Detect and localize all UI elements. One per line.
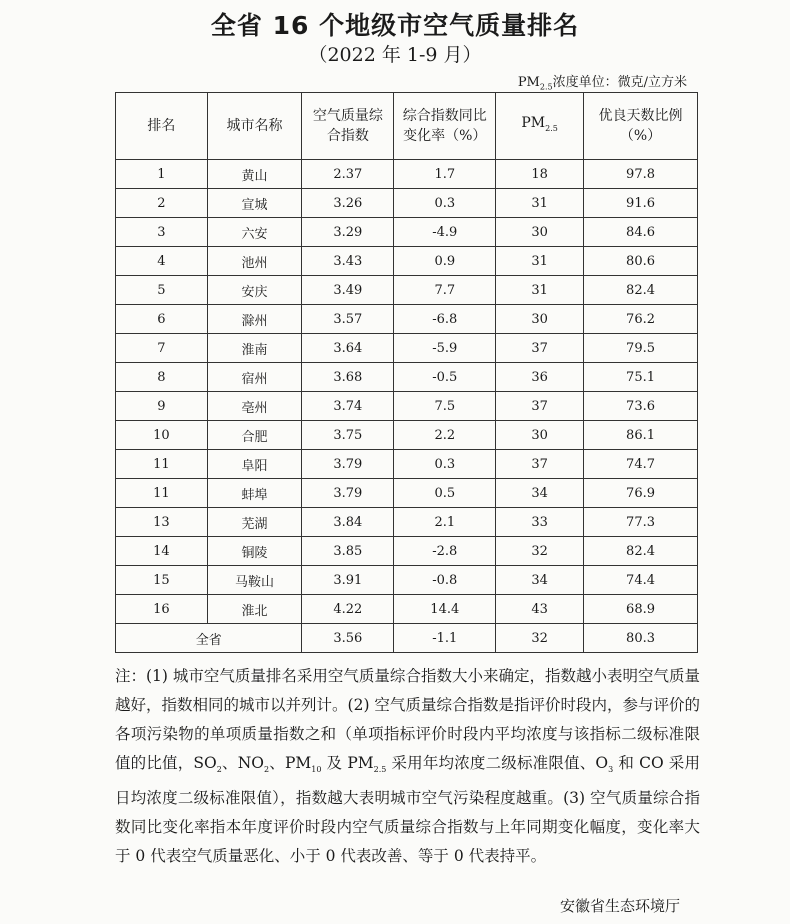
cell-change: -6.8 [394, 305, 496, 334]
cell-city: 宣城 [207, 189, 302, 218]
cell-change: 2.2 [394, 421, 496, 450]
table-row [116, 566, 698, 595]
page-subtitle: （2022 年 1-9 月） [308, 44, 482, 66]
header-pm-text: PM [521, 115, 546, 132]
note-text-1: 注：(1) 城市空气质量排名采用空气质量综合指数大小来确定，指数越小表明空气质量越好，指数相同的城市以并列计。(2) 空气质量综合指数是指评价时段内，参与评价的各项污染物的单项质量指数之和（单项指标评价时段内平均浓度与该指标二级标准限值的比值，SO [115, 667, 700, 772]
header-index-text: 空气质量综合指数 [312, 108, 383, 144]
header-good-days [584, 93, 698, 160]
cell-city: 宿州 [207, 363, 302, 392]
table-row [116, 392, 698, 421]
header-change [394, 93, 496, 160]
table-row [116, 160, 698, 189]
cell-change: -4.9 [394, 218, 496, 247]
header-rank: 排名 [116, 93, 208, 160]
cell-change: -5.9 [394, 334, 496, 363]
cell-pm: 31 [496, 189, 584, 218]
cell-good: 82.4 [584, 276, 698, 305]
cell-change: 0.5 [394, 479, 496, 508]
header-pm25 [496, 93, 584, 160]
table-row [116, 537, 698, 566]
cell-index: 3.91 [302, 566, 394, 595]
table-row [116, 508, 698, 537]
note-sub-no2: 2 [263, 765, 270, 775]
cell-index: 3.43 [302, 247, 394, 276]
signature: 安徽省生态环境厅 [559, 897, 680, 915]
cell-good: 82.4 [584, 537, 698, 566]
cell-pm: 37 [496, 334, 584, 363]
cell-city: 安庆 [207, 276, 302, 305]
cell-pm: 34 [496, 479, 584, 508]
cell-pm: 37 [496, 450, 584, 479]
note-text-2: 采用年均浓度二级标准限值、O [386, 754, 609, 772]
table-row [116, 479, 698, 508]
footnote [115, 662, 700, 871]
cell-index: 3.29 [302, 218, 394, 247]
header-index [302, 93, 394, 160]
cell-change: 14.4 [394, 595, 496, 624]
cell-good: 76.9 [584, 479, 698, 508]
cell-city: 亳州 [207, 392, 302, 421]
cell-good: 73.6 [584, 392, 698, 421]
cell-rank: 5 [116, 276, 208, 305]
unit-suffix: 浓度单位：微克/立方米 [552, 75, 687, 90]
cell-change: 1.7 [394, 160, 496, 189]
header-pm-sub: 2.5 [545, 123, 558, 133]
cell-good: 80.6 [584, 247, 698, 276]
note-sep-1: 、NO [221, 754, 264, 772]
cell-city: 六安 [207, 218, 302, 247]
cell-index: 3.57 [302, 305, 394, 334]
total-label: 全省 [116, 624, 302, 653]
total-good-days: 80.3 [584, 624, 698, 653]
cell-rank: 7 [116, 334, 208, 363]
table-row [116, 450, 698, 479]
cell-city: 蚌埠 [207, 479, 302, 508]
cell-rank: 1 [116, 160, 208, 189]
cell-rank: 9 [116, 392, 208, 421]
cell-index: 3.85 [302, 537, 394, 566]
cell-good: 79.5 [584, 334, 698, 363]
cell-rank: 3 [116, 218, 208, 247]
cell-city: 滁州 [207, 305, 302, 334]
cell-good: 84.6 [584, 218, 698, 247]
cell-good: 91.6 [584, 189, 698, 218]
page-title: 全省 16 个地级市空气质量排名 [210, 11, 580, 40]
note-sub-so2: 2 [216, 765, 222, 775]
cell-change: -0.8 [394, 566, 496, 595]
note-text-3: 和 CO 采用日均浓度二级标准限值），指数越大表明城市空气污染程度越重。(3) 空气质量综合指数同比变化率指本年度评价时段内空气质量综合指数与上年同期变化幅度，变化率大于 0 代表空气质量恶化、小于 0 代表改善、等于 0 代表持平。 [115, 754, 700, 866]
cell-city: 马鞍山 [207, 566, 302, 595]
cell-change: 0.9 [394, 247, 496, 276]
cell-pm: 43 [496, 595, 584, 624]
note-sep-2: 、PM [269, 754, 312, 772]
cell-index: 3.49 [302, 276, 394, 305]
table-row [116, 276, 698, 305]
cell-rank: 4 [116, 247, 208, 276]
cell-pm: 37 [496, 392, 584, 421]
note-sub-o3: 3 [608, 765, 614, 775]
cell-pm: 32 [496, 537, 584, 566]
cell-city: 淮北 [207, 595, 302, 624]
cell-good: 77.3 [584, 508, 698, 537]
cell-change: 7.5 [394, 392, 496, 421]
cell-change: 0.3 [394, 189, 496, 218]
cell-change: -2.8 [394, 537, 496, 566]
cell-city: 合肥 [207, 421, 302, 450]
cell-index: 3.84 [302, 508, 394, 537]
cell-index: 2.37 [302, 160, 394, 189]
cell-good: 76.2 [584, 305, 698, 334]
cell-change: -0.5 [394, 363, 496, 392]
cell-city: 黄山 [207, 160, 302, 189]
cell-good: 97.8 [584, 160, 698, 189]
note-sep-3: 及 PM [321, 754, 374, 772]
cell-good: 75.1 [584, 363, 698, 392]
header-change-text: 综合指数同比变化率（%） [402, 108, 487, 144]
cell-pm: 30 [496, 305, 584, 334]
header-city: 城市名称 [207, 93, 302, 160]
cell-rank: 14 [116, 537, 208, 566]
cell-index: 3.74 [302, 392, 394, 421]
cell-pm: 31 [496, 247, 584, 276]
cell-change: 0.3 [394, 450, 496, 479]
table-header-row [116, 93, 698, 160]
cell-pm: 18 [496, 160, 584, 189]
table-row [116, 363, 698, 392]
cell-pm: 30 [496, 218, 584, 247]
cell-good: 74.7 [584, 450, 698, 479]
cell-index: 3.26 [302, 189, 394, 218]
cell-city: 淮南 [207, 334, 302, 363]
cell-rank: 15 [116, 566, 208, 595]
unit-sub: 2.5 [539, 82, 553, 92]
cell-city: 芜湖 [207, 508, 302, 537]
cell-rank: 10 [116, 421, 208, 450]
cell-city: 池州 [207, 247, 302, 276]
table-row [116, 247, 698, 276]
cell-good: 68.9 [584, 595, 698, 624]
cell-pm: 31 [496, 276, 584, 305]
unit-label [518, 71, 687, 92]
header-good-text: 优良天数比例（%） [598, 108, 683, 144]
table-row [116, 334, 698, 363]
table-row [116, 421, 698, 450]
note-sub-pm10: 10 [311, 765, 322, 775]
table-row [116, 189, 698, 218]
total-change: -1.1 [394, 624, 496, 653]
table-row [116, 595, 698, 624]
total-index: 3.56 [302, 624, 394, 653]
cell-city: 阜阳 [207, 450, 302, 479]
total-pm25: 32 [496, 624, 584, 653]
cell-change: 2.1 [394, 508, 496, 537]
table-row [116, 218, 698, 247]
table-row [116, 305, 698, 334]
cell-rank: 2 [116, 189, 208, 218]
cell-index: 3.68 [302, 363, 394, 392]
cell-change: 7.7 [394, 276, 496, 305]
cell-good: 74.4 [584, 566, 698, 595]
cell-index: 4.22 [302, 595, 394, 624]
cell-rank: 6 [116, 305, 208, 334]
cell-pm: 34 [496, 566, 584, 595]
cell-pm: 36 [496, 363, 584, 392]
cell-index: 3.64 [302, 334, 394, 363]
cell-pm: 30 [496, 421, 584, 450]
cell-rank: 16 [116, 595, 208, 624]
note-sub-pm25: 2.5 [373, 765, 387, 775]
ranking-table [115, 92, 698, 653]
table-body [116, 160, 698, 624]
cell-rank: 8 [116, 363, 208, 392]
table-total-row [116, 624, 698, 653]
cell-good: 86.1 [584, 421, 698, 450]
cell-rank: 11 [116, 479, 208, 508]
cell-rank: 11 [116, 450, 208, 479]
cell-index: 3.79 [302, 450, 394, 479]
cell-rank: 13 [116, 508, 208, 537]
cell-pm: 33 [496, 508, 584, 537]
cell-city: 铜陵 [207, 537, 302, 566]
cell-index: 3.75 [302, 421, 394, 450]
cell-index: 3.79 [302, 479, 394, 508]
unit-prefix: PM [517, 75, 540, 90]
